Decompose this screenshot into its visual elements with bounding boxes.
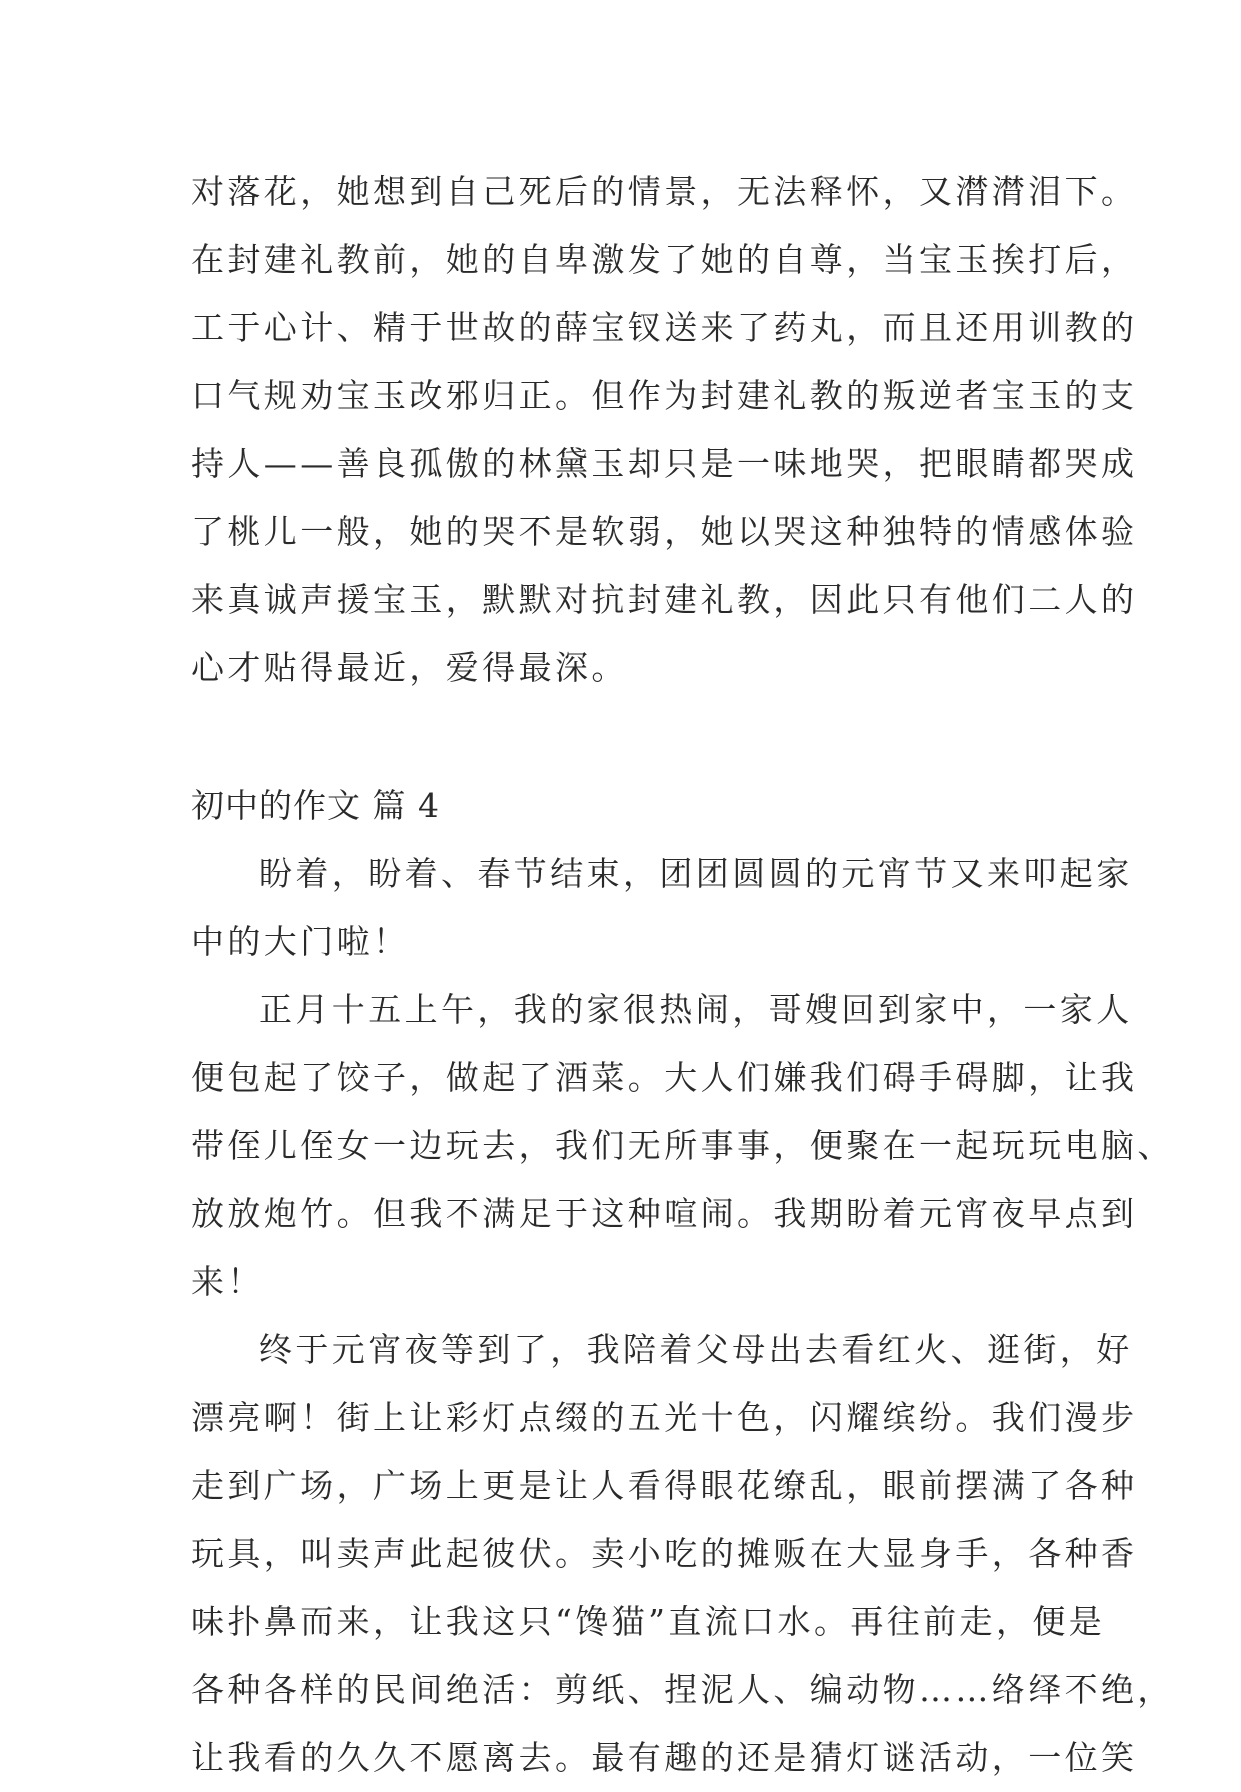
text-line: 让我看的久久不愿离去。最有趣的还是猜灯谜活动，一位笑: [191, 1738, 1138, 1777]
text-line: 对落花，她想到自己死后的情景，无法释怀，又潸潸泪下。: [191, 172, 1138, 211]
document-body: [191, 158, 1174, 1792]
text-line: 中的大门啦！: [191, 922, 410, 961]
text-line: 放放炮竹。但我不满足于这种喧闹。我期盼着元宵夜早点到: [191, 1194, 1138, 1233]
text-line: 心才贴得最近，爱得最深。: [191, 648, 628, 687]
text-line: 带侄儿侄女一边玩去，我们无所事事，便聚在一起玩玩电脑、: [191, 1126, 1174, 1165]
text-line: 在封建礼教前，她的自卑激发了她的自尊，当宝玉挨打后，: [191, 240, 1138, 279]
text-line: 漂亮啊！街上让彩灯点缀的五光十色，闪耀缤纷。我们漫步: [191, 1398, 1138, 1437]
text-line: 各种各样的民间绝活：剪纸、捏泥人、编动物……络绎不绝，: [191, 1670, 1174, 1709]
text-line: 走到广场，广场上更是让人看得眼花缭乱，眼前摆满了各种: [191, 1466, 1138, 1505]
text-line: 工于心计、精于世故的薛宝钗送来了药丸，而且还用训教的: [191, 308, 1138, 347]
text-line: 来真诚声援宝玉，默默对抗封建礼教，因此只有他们二人的: [191, 580, 1138, 619]
text-line: 盼着，盼着、春节结束，团团圆圆的元宵节又来叩起家: [259, 854, 1133, 893]
text-line: 便包起了饺子，做起了酒菜。大人们嫌我们碍手碍脚，让我: [191, 1058, 1138, 1097]
text-line: 持人——善良孤傲的林黛玉却只是一味地哭，把眼睛都哭成: [191, 444, 1138, 483]
paragraph-1: [191, 840, 1133, 976]
text-line: 了桃儿一般，她的哭不是软弱，她以哭这种独特的情感体验: [191, 512, 1138, 551]
text-line: 终于元宵夜等到了，我陪着父母出去看红火、逛街，好: [259, 1330, 1133, 1369]
text-line: 来！: [191, 1262, 264, 1301]
paragraph-3: [191, 1316, 1174, 1792]
text-line: 味扑鼻而来，让我这只“馋猫”直流口水。再往前走，便是: [191, 1602, 1106, 1641]
paragraph-section1: [191, 158, 1138, 702]
text-line: 玩具，叫卖声此起彼伏。卖小吃的摊贩在大显身手，各种香: [191, 1534, 1138, 1573]
section-gap: [191, 702, 1071, 772]
section-heading: 初中的作文 篇 4: [191, 786, 440, 825]
text-line: 正月十五上午，我的家很热闹，哥嫂回到家中，一家人: [259, 990, 1133, 1029]
paragraph-2: [191, 976, 1174, 1316]
text-line: 口气规劝宝玉改邪归正。但作为封建礼教的叛逆者宝玉的支: [191, 376, 1138, 415]
